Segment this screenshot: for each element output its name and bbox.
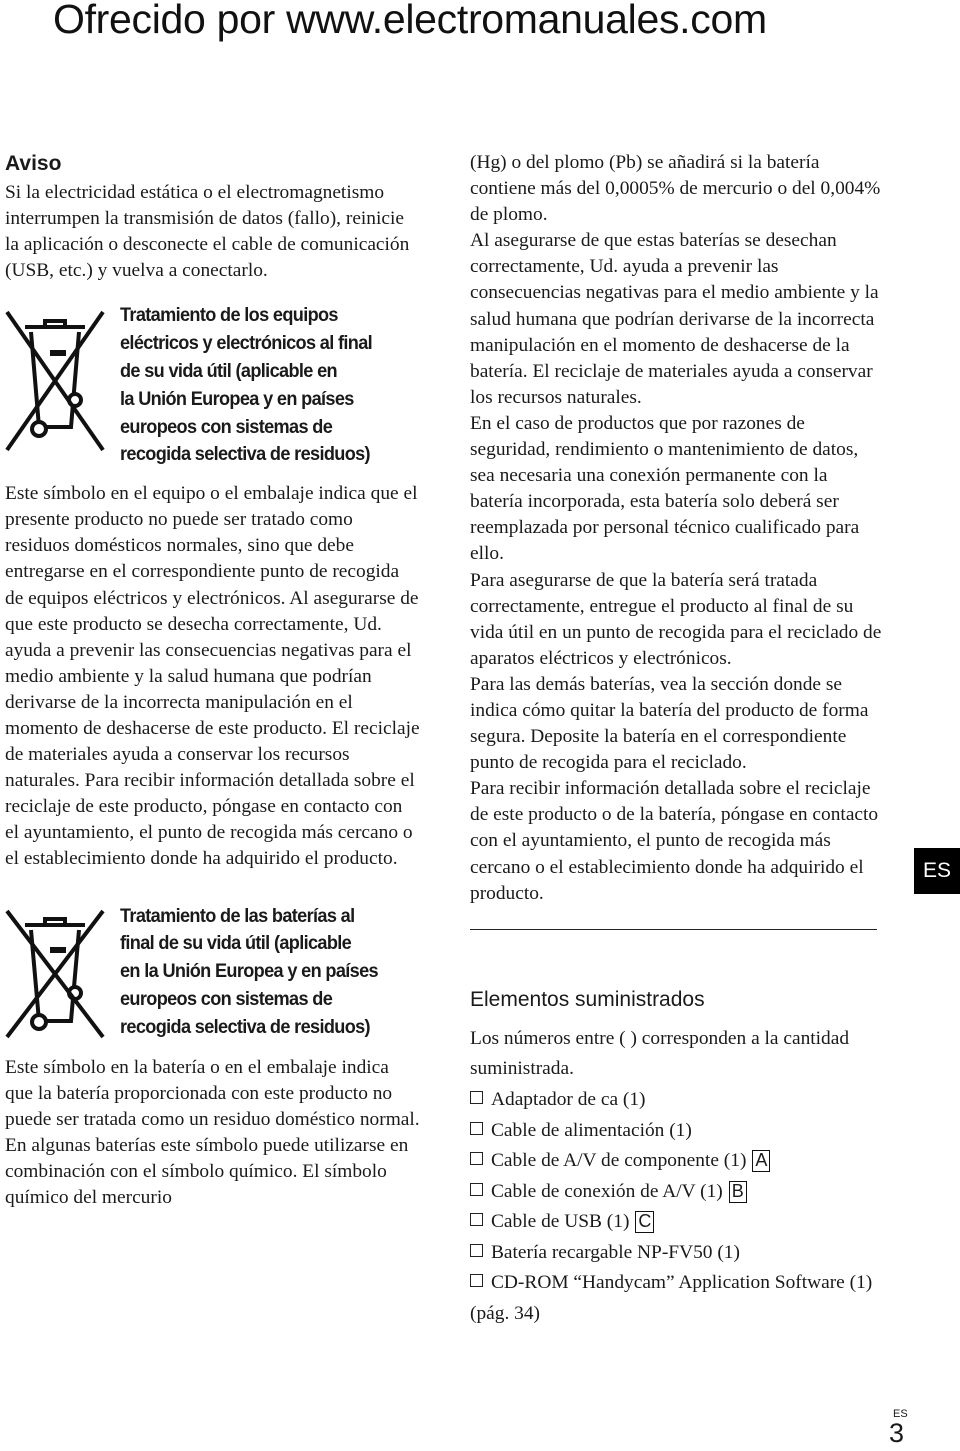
page-number: 3 bbox=[889, 1418, 905, 1448]
crossed-bin-icon bbox=[5, 302, 105, 462]
right-column bbox=[470, 150, 882, 1330]
left-column bbox=[5, 150, 420, 1211]
battery-permanent-text: En el caso de productos que por razones de seguridad, rendimiento o mantenimiento de datos, sea necesaria una conexión permanente con la batería incorporada, esta batería solo deberá ser reemplazada por personal técnico cualificado para ello. bbox=[470, 412, 860, 565]
supplied-item bbox=[470, 1238, 882, 1269]
weee-equipment-title-line: recogida selectiva de residuos) bbox=[120, 443, 370, 466]
supplied-item-text: CD-ROM “Handycam” Application Software (1) (pág. 34) bbox=[470, 1272, 873, 1325]
item-tag-a: A bbox=[752, 1150, 770, 1172]
section-divider bbox=[470, 929, 877, 930]
supplied-item bbox=[470, 1116, 882, 1147]
header-title: Ofrecido por www.electromanuales.com bbox=[53, 0, 767, 42]
supplied-item-text: Cable de alimentación (1) bbox=[491, 1119, 692, 1141]
recycling-info-text: Para recibir información detallada sobre el reciclaje de este producto o de la batería, póngase en contacto con el ayuntamiento, el punto de recogida más cercano o el establecimiento donde ha adquirido el producto. bbox=[470, 778, 879, 904]
supplied-item bbox=[470, 1085, 882, 1116]
item-tag-b: B bbox=[729, 1181, 747, 1203]
supplied-item bbox=[470, 1177, 882, 1208]
other-batteries-text: Para las demás baterías, vea la sección donde se indica cómo quitar la batería del producto de forma segura. Deposite la batería en el correspondiente punto de recogida para el reciclado. bbox=[470, 673, 869, 774]
checkbox-icon bbox=[470, 1091, 483, 1104]
crossed-bin-icon bbox=[5, 903, 105, 1043]
checkbox-icon bbox=[470, 1274, 483, 1287]
supplied-items-list bbox=[470, 1085, 882, 1330]
weee-battery-text-2: En algunas baterías este símbolo puede utilizarse en combinación con el símbolo químico. El símbolo químico del mercurio bbox=[5, 1134, 409, 1209]
supplied-item-text: Adaptador de ca (1) bbox=[491, 1088, 646, 1110]
supplied-item-text: Cable de USB (1) bbox=[491, 1211, 630, 1233]
supplied-item-text: Batería recargable NP-FV50 (1) bbox=[491, 1241, 740, 1263]
weee-battery-text-1: Este símbolo en la batería o en el embalaje indica que la batería proporcionada con este producto no puede ser tratada como un residuo doméstico normal. bbox=[5, 1056, 420, 1130]
weee-battery-title-line: recogida selectiva de residuos) bbox=[120, 1015, 370, 1038]
weee-equipment-text: Este símbolo en el equipo o el embalaje indica que el presente producto no puede ser tratado como residuos domésticos normales, sino que debe entregarse en el correspondiente punto de recogida de equipos eléctricos y electrónicos. Al asegurarse de que este producto se desecha correctamente, Ud. ayuda a prevenir las consecuencias negativas para el medio ambiente y la salud humana que podrían derivarse de la incorrecta manipulación en el momento de deshacerse de este producto. El reciclaje de materiales ayuda a conservar los recursos naturales. Para recibir información detallada sobre el reciclaje de este producto, póngase en contacto con el ayuntamiento, el punto de recogida más cercano o el establecimiento donde ha adquirido el producto. bbox=[5, 483, 420, 870]
battery-chem-text: (Hg) o del plomo (Pb) se añadirá si la batería contiene más del 0,0005% de mercurio o del 0,004% de plomo. bbox=[470, 152, 881, 226]
battery-disposal-text: Al asegurarse de que estas baterías se desechan correctamente, Ud. ayuda a prevenir las consecuencias negativas para el medio ambiente y la salud humana que podrían derivarse de la incorrecta manipulación en el momento de deshacerse de la batería. El reciclaje de materiales ayuda a conservar los recursos naturales. bbox=[470, 230, 879, 408]
supplied-item bbox=[470, 1268, 882, 1329]
checkbox-icon bbox=[470, 1244, 483, 1257]
aviso-text: Si la electricidad estática o el electromagnetismo interrumpen la transmisión de datos (fallo), reinicie la aplicación o desconecte el cable de comunicación (USB, etc.) y vuelva a conectarlo. bbox=[5, 182, 410, 282]
checkbox-icon bbox=[470, 1152, 483, 1165]
weee-battery-title-line: en la Unión Europea y en países bbox=[120, 960, 378, 983]
supplied-item bbox=[470, 1207, 882, 1238]
weee-equipment-block bbox=[5, 302, 420, 469]
checkbox-icon bbox=[470, 1122, 483, 1135]
supplied-item-text: Cable de A/V de componente (1) bbox=[491, 1150, 747, 1172]
supplied-items-heading: Elementos suministrados bbox=[470, 987, 705, 1011]
weee-equipment-title-line: europeos con sistemas de bbox=[120, 415, 333, 438]
checkbox-icon bbox=[470, 1183, 483, 1196]
supplied-item-text: Cable de conexión de A/V (1) bbox=[491, 1180, 723, 1202]
weee-battery-block bbox=[5, 903, 420, 1043]
weee-battery-title-line: Tratamiento de las baterías al bbox=[120, 904, 355, 927]
weee-equipment-title-line: de su vida útil (aplicable en bbox=[120, 359, 337, 382]
language-tab: ES bbox=[914, 848, 960, 894]
weee-battery-title bbox=[120, 903, 378, 1042]
item-tag-c: C bbox=[635, 1211, 654, 1233]
checkbox-icon bbox=[470, 1213, 483, 1226]
weee-equipment-title-line: Tratamiento de los equipos bbox=[120, 304, 338, 327]
weee-equipment-title-line: eléctricos y electrónicos al final bbox=[120, 332, 373, 355]
weee-battery-title-line: europeos con sistemas de bbox=[120, 987, 333, 1010]
supplied-items-intro: Los números entre ( ) corresponden a la cantidad suministrada. bbox=[470, 1027, 850, 1080]
weee-equipment-title-line: la Unión Europea y en países bbox=[120, 387, 354, 410]
weee-battery-title-line: final de su vida útil (aplicable bbox=[120, 932, 352, 955]
weee-equipment-title bbox=[120, 302, 372, 469]
aviso-heading: Aviso bbox=[5, 152, 62, 175]
footer-language: ES bbox=[893, 1408, 908, 1420]
battery-treatment-text: Para asegurarse de que la batería será tratada correctamente, entregue el producto al final de su vida útil en un punto de recogida para el reciclado de aparatos eléctricos y electrónicos. bbox=[470, 569, 882, 669]
supplied-item bbox=[470, 1146, 882, 1177]
